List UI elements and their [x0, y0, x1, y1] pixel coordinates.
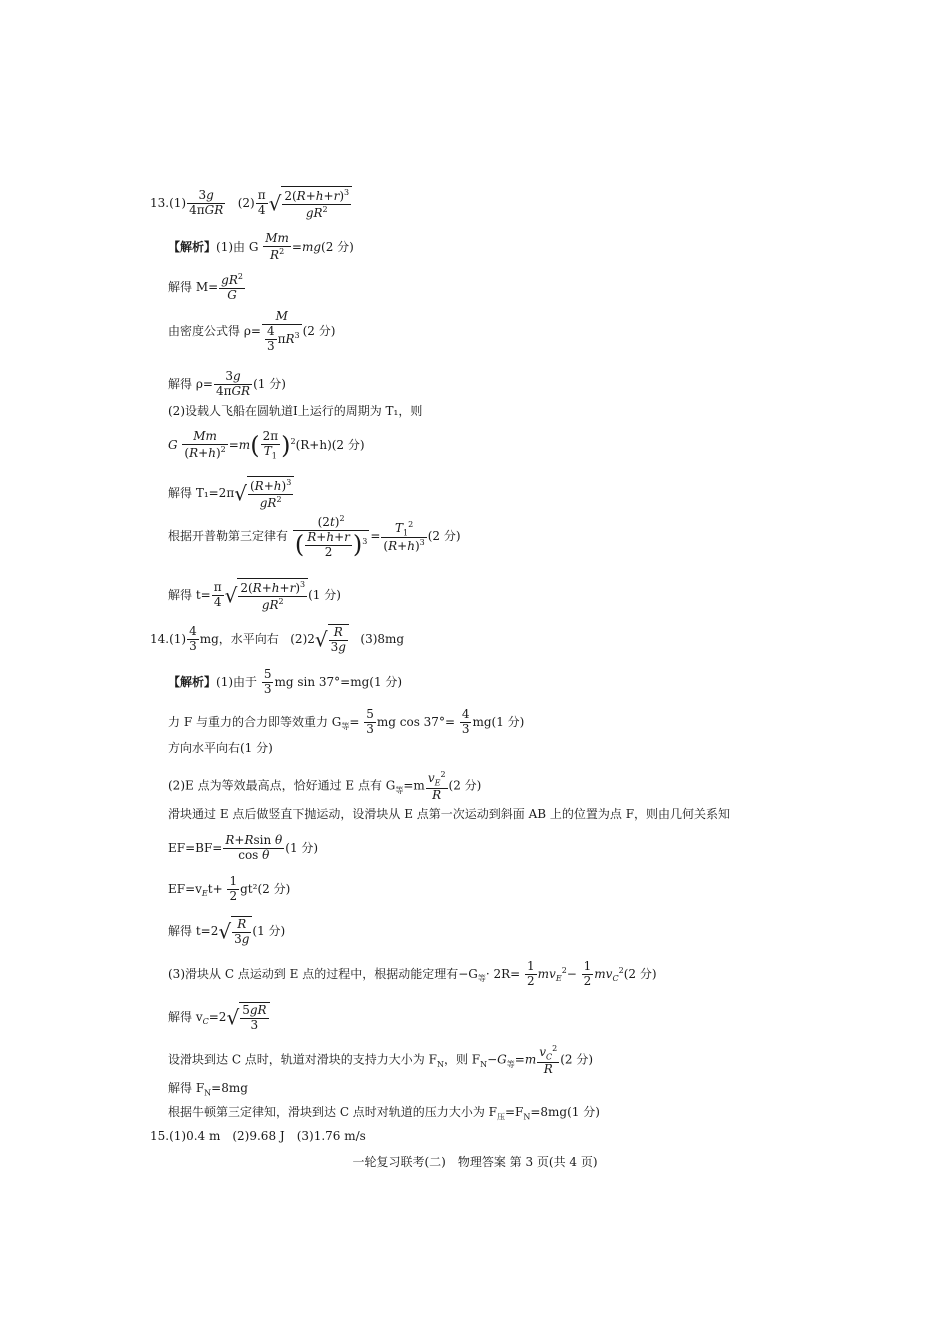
- q13-analysis-7: [168, 476, 294, 511]
- q14-l2-prefix: 力 F 与重力的合力即等效重力 G: [168, 714, 342, 729]
- q14-analysis-5: 滑块通过 E 点后做竖直下抛运动，设滑块从 E 点第一次运动到斜面 AB 上的位置为点 F，则由几何关系知: [168, 807, 731, 821]
- q14-l6-prefix: EF=BF=: [168, 840, 223, 855]
- q13-answer: [150, 186, 352, 221]
- q14-l10-mid: =2: [208, 1009, 227, 1024]
- q13-l7-prefix: 解得 T₁=2π: [168, 485, 235, 500]
- q14-l9-suffix: (2 分): [623, 966, 657, 981]
- q13-analysis-1: 【解析】(1)由 G $\frac{Mm}{R^2}$ =mg(2 分): [168, 231, 354, 262]
- analysis-tag: 【解析】: [168, 239, 217, 254]
- q14-ans1: mg，水平向右: [199, 631, 279, 646]
- q14-l11-prefix: 设滑块到达 C 点时，轨道对滑块的支持力大小为 F: [168, 1052, 437, 1067]
- q13-l9-sqrt: √ $\frac{2(R+h+r)^3}{gR^2}$: [225, 578, 309, 613]
- q14-l7-suffix: gt²(2 分): [240, 881, 291, 896]
- q13-analysis-5: (2)设载人飞船在圆轨道Ⅰ上运行的周期为 T₁，则: [168, 404, 423, 418]
- q13-label: 13.(1): [150, 195, 187, 210]
- q13-analysis-8: 根据开普勒第三定律有 $(2t)^2$ ( $\frac{R+h+r}{2}$ )$^3$ = $\frac{T_1^2}{(R+h)^3}$ (2 分): [168, 514, 461, 559]
- q14-l13-mid: =F: [504, 1105, 524, 1119]
- q13-l2-frac: $\frac{gR^2}{G}$: [221, 272, 243, 302]
- q14-l8-suffix: (1 分): [252, 923, 286, 938]
- q14-l2-sub: 等: [341, 722, 350, 732]
- q14-ans3: (3)8mg: [360, 631, 405, 646]
- q14-l11-mid: ，则 F: [443, 1052, 481, 1067]
- q14-l2-suffix: mg(1 分): [472, 714, 525, 729]
- q13-part2-label: (2): [237, 195, 255, 210]
- q15-answer: 15.(1)0.4 m (2)9.68 J (3)1.76 m/s: [150, 1129, 366, 1143]
- q13-l8-prefix: 根据开普勒第三定律有: [168, 529, 289, 544]
- q14-analysis-1: 【解析】(1)由于 $\frac{5}{3}$ mg sin 37°=mg(1 分): [168, 667, 403, 696]
- q13-l4-prefix: 解得 ρ=: [168, 376, 213, 391]
- q13-l3-frac: M $\frac{4}{3}$ $\pi R^3$: [262, 310, 302, 353]
- q13-analysis-4: [168, 370, 286, 399]
- q14-analysis-7: $EF=v_Et+$ $\frac{1}{2}$ gt²(2 分): [168, 874, 291, 903]
- q14-analysis-6: EF=BF= $\frac{\text{R+Rsin θ}}{\text{cos θ}}$ (1 分): [168, 833, 319, 862]
- q13-l9-prefix: 解得 t=: [168, 587, 211, 602]
- q13-ans2-sqrt: √ $\frac{2(R+h+r)^3}{gR^2}$: [269, 186, 353, 221]
- q13-l6-suffix: (R+h)(2 分): [295, 437, 365, 452]
- q14-l10-prefix: 解得 v: [168, 1009, 203, 1024]
- q13-l4-suffix: (1 分): [253, 376, 286, 391]
- q13-l3-prefix: 由密度公式得 ρ=: [168, 324, 261, 339]
- q13-l8-frac-right: $\frac{T_1^2}{(R+h)^3}$: [383, 519, 425, 554]
- q14-l4-sub: 等: [395, 786, 404, 796]
- q14-l12-prefix: 解得 F: [168, 1081, 205, 1095]
- q14-l6-suffix: (1 分): [285, 840, 319, 855]
- page-footer: 一轮复习联考(二) 物理答案 第 3 页(共 4 页): [352, 1155, 598, 1169]
- q14-ans2-sqrt: √ $\frac{R}{3g}$: [315, 624, 349, 655]
- q14-l9-mid: · 2R=: [485, 966, 521, 981]
- q13-l1-prefix: (1)由 G: [216, 239, 259, 254]
- q14-l1-suffix: mg sin 37°=mg(1 分): [274, 674, 403, 689]
- q14-l13-sub: 压: [496, 1112, 505, 1122]
- q14-analysis-13: 根据牛顿第三定律知，滑块到达 C 点时对轨道的压力大小为 $F_压=F_N=8mg(1$ 分): [168, 1105, 600, 1122]
- q13-analysis-9: 解得 t= $\frac{\pi}{4}$ √ $\frac{2(R+h+r)^3}{gR^2}$ (1 分): [168, 580, 341, 612]
- q13-analysis-2: [168, 272, 246, 303]
- q14-analysis-9: (3)滑块从 C 点运动到 E 点的过程中，根据动能定理有$-G_等\cdot 2R=$ $\frac{1}{2}$ $mv_E^2-$ $\frac{1}{2}$ $mv_C^2(2$ 分): [168, 959, 657, 988]
- q14-l11-suffix: (2 分): [560, 1052, 594, 1067]
- q14-analysis-3: 方向水平向右(1 分): [168, 741, 273, 755]
- q14-l12-value: =8mg: [211, 1081, 248, 1095]
- q14-l4-mid: =m: [403, 778, 425, 793]
- q14-analysis-10: 解得 $v_C=2√$ $\frac{5gR}{3}$: [168, 1002, 270, 1033]
- q14-l7-prefix: EF=v: [168, 881, 202, 896]
- q13-l2-prefix: 解得 M=: [168, 279, 219, 294]
- q14-label: 14.(1): [150, 631, 187, 646]
- q13-ans2-frac: $\frac{\pi}{4}$: [257, 188, 266, 217]
- q13-l9-suffix: (1 分): [308, 587, 341, 602]
- q13-l8-frac-left: $(2t)^2$ ( $\frac{R+h+r}{2}$ )$^3$: [294, 514, 368, 559]
- q14-l13-prefix: 根据牛顿第三定律知，滑块到达 C 点时对轨道的压力大小为 F: [168, 1105, 497, 1119]
- q14-analysis-2: 力 F 与重力的合力即等效重力 $G_等=$ $\frac{5}{3}$ mg cos 37°= $\frac{4}{3}$ mg(1 分): [168, 707, 525, 736]
- q13-l1-frac: $\frac{Mm}{R^2}$: [265, 231, 289, 262]
- q13-l8-suffix: (2 分): [427, 529, 461, 544]
- q13-analysis-3: [168, 310, 335, 353]
- q13-l3-suffix: (2 分): [302, 324, 336, 339]
- q13-l6-frac: $\frac{Mm}{(R+h)^2}$: [184, 429, 226, 460]
- q14-l8-prefix: 解得 t=2: [168, 923, 219, 938]
- q13-l7-sqrt: √ $\frac{(R+h)^3}{gR^2}$: [234, 476, 294, 511]
- q13-ans1-frac: $\frac{3g}{\text{4πGR}}$: [189, 188, 224, 217]
- q13-l4-frac: $\frac{3g}{\text{4πGR}}$: [215, 369, 251, 398]
- q14-answer: 14.(1) $\frac{4}{3}$ mg，水平向右 (2)2√ $\frac{R}{3g}$ (3)8mg: [150, 624, 405, 654]
- q13-analysis-6: G $\frac{Mm}{(R+h)^2}$ =m( $\frac{2\pi}{T_1}$ )$^2$(R+h)(2 分): [168, 429, 365, 461]
- q14-l4-suffix: (2 分): [448, 778, 482, 793]
- q14-analysis-12: 解得 $F_N=8mg$: [168, 1081, 248, 1098]
- q14-analysis-8: 解得 t=2√ $\frac{R}{3g}$ (1 分): [168, 917, 286, 946]
- q14-analysis-4: (2)E 点为等效最高点，恰好通过 E 点有 $G_等=m$ $\frac{v_E^2}{R}$ (2 分): [168, 770, 482, 802]
- q14-ans2: (2)2: [290, 631, 315, 646]
- q14-l7-mid: t+: [207, 881, 223, 896]
- q14-l2-mid: mg cos 37°=: [376, 714, 455, 729]
- q14-l9-prefix: (3)滑块从 C 点运动到 E 点的过程中，根据动能定理有−G: [168, 966, 478, 981]
- analysis-tag: 【解析】: [168, 674, 217, 689]
- q14-analysis-11: 设滑块到达 C 点时，轨道对滑块的支持力大小为 $F_N$，则 $F_N-G_等=m$ $\frac{v_C^2}{R}$ (2 分): [168, 1044, 594, 1076]
- q14-l4-prefix: (2)E 点为等效最高点，恰好通过 E 点有 G: [168, 778, 396, 793]
- q14-l1-prefix: (1)由于: [216, 674, 258, 689]
- q13-l1-suffix: (2 分): [321, 239, 354, 254]
- q14-l13-suffix: =8mg(1 分): [530, 1105, 600, 1119]
